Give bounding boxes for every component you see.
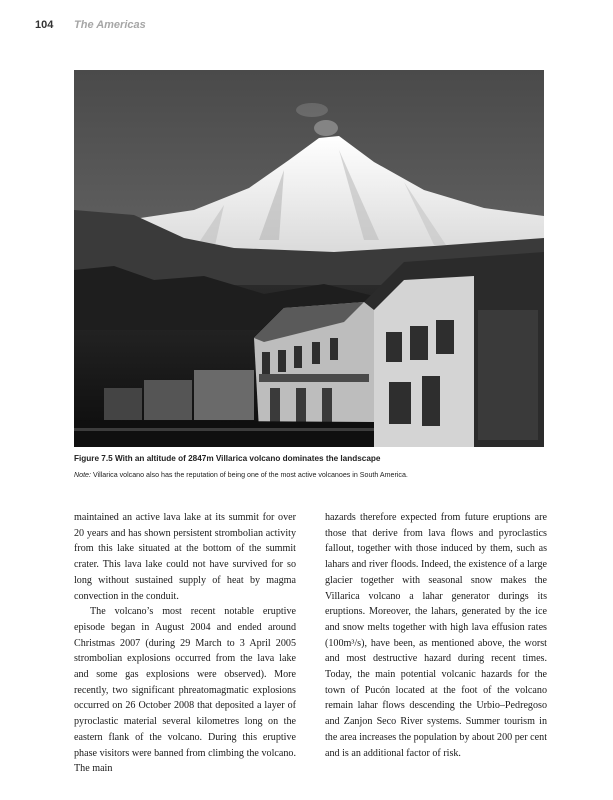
paragraph: The volcano’s most recent notable eruptive episode began in August 2004 and ended around Christmas 2007 (during 29 March to 3 April 2005 strombolian explosions occurred from the lava lake and some gas explosions were observed). More recently, two significant phreatomagmatic explosions occurred on 26 October 2008 that deposited a layer of pyroclastic material several kilometres long on the eastern flank of the volcano. During this eruptive phase visitors were banned from climbing the volcano. The main xyxy=(74,606,296,775)
section-title: The Americas xyxy=(74,19,146,31)
page-number: 104 xyxy=(35,19,54,31)
paragraph: maintained an active lava lake at its summit for over 20 years and has shown persistent strombolian activity from this lake situated at the bottom of the summit crater. This lava lake could not have survived for so long without sustained supply of heat by magma convection in the conduit. xyxy=(74,512,296,602)
note-text: Villarica volcano also has the reputation of being one of the most active volcanoes in South America. xyxy=(90,471,408,479)
note-label: Note: xyxy=(74,471,91,479)
figure-caption: Figure 7.5 With an altitude of 2847m Villarica volcano dominates the landscape xyxy=(74,454,381,463)
paragraph: hazards therefore expected from future eruptions are those that derive from lava flows and pyroclastics fallout, together with those induced by them, such as lahars and river floods. Indeed, the existence of a large glacier together with seasonal snow makes the Villarica volcano a lahar generator durings its eruptions. Moreover, the lahars, generated by the ice and snow melts together with high lava effusion rates (100m³/s), have been, as mentioned above, the worst and most destructive hazard during recent times. Today, the main potential volcanic hazards for the town of Pucón located at the foot of the volcano remain lahar flows descending the Urbio–Pedregoso and Zanjon Seco River systems. Summer tourism in the area increases the population by about 200 per cent and is an additional factor of risk. xyxy=(325,512,547,759)
volcano-photo-illustration xyxy=(74,70,544,447)
right-column xyxy=(325,510,547,761)
figure-note xyxy=(74,471,554,479)
left-column xyxy=(74,510,296,777)
volcano-photo xyxy=(74,70,544,447)
